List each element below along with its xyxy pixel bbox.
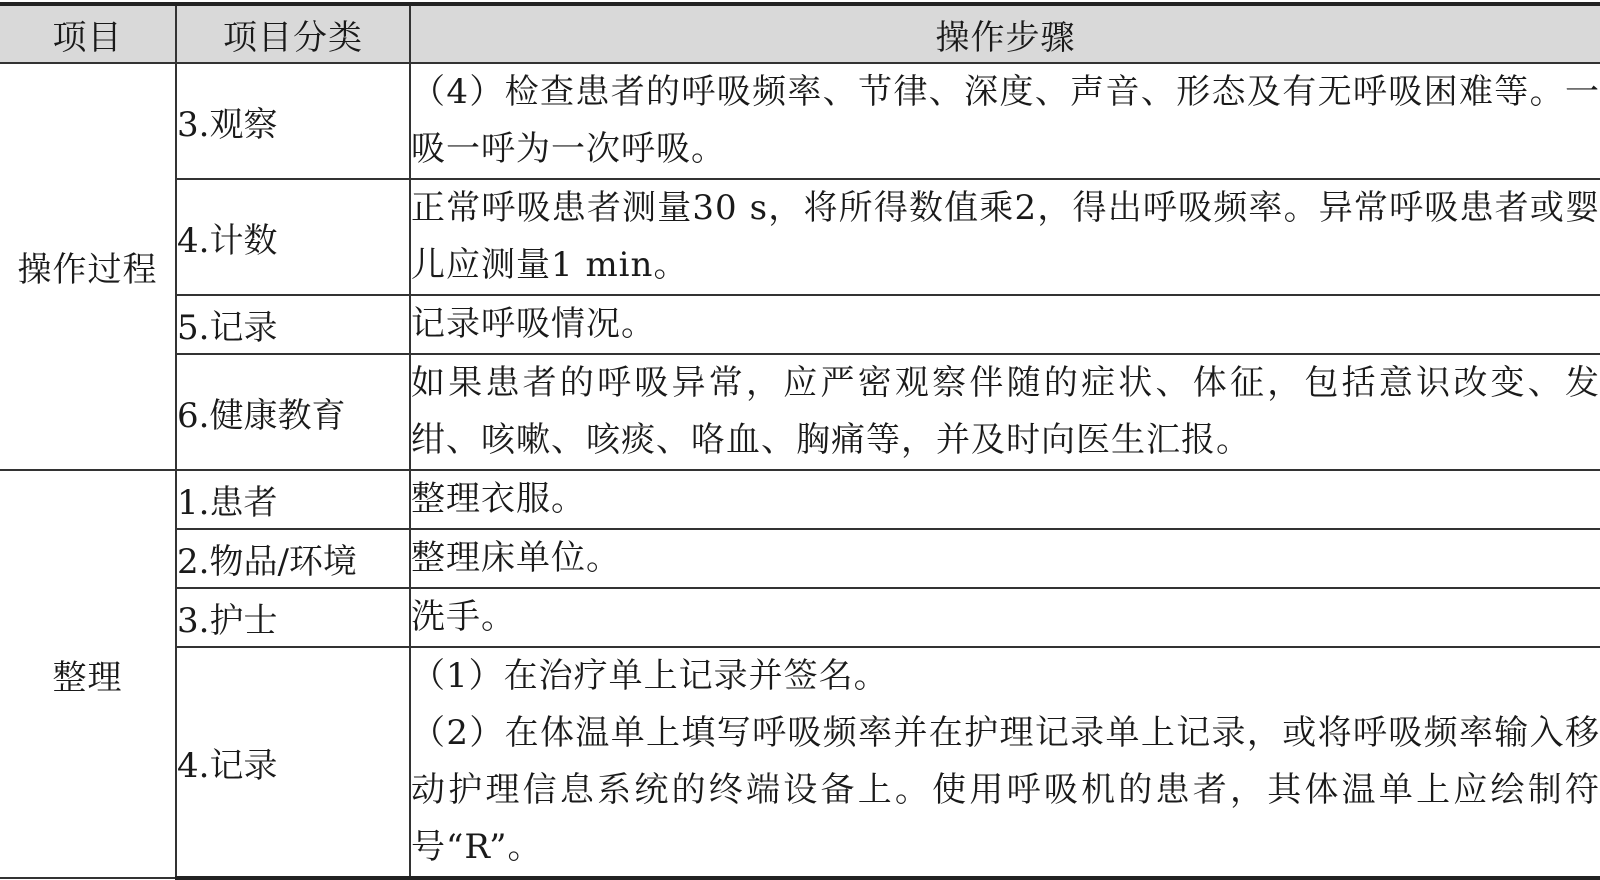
category-cell: 3.观察 (176, 63, 410, 179)
step-cell (410, 295, 1600, 354)
step-cell (410, 63, 1600, 179)
category-cell: 3.护士 (176, 588, 410, 647)
step-text: 整理衣服。 (411, 479, 586, 519)
step-text: （1）在治疗单上记录并签名。 (411, 656, 889, 696)
step-text: 如果患者的呼吸异常，应严密观察伴随的症状、体征，包括意识改变、发绀、咳嗽、咳痰、咯血、胸痛等，并及时向医生汇报。 (411, 363, 1600, 460)
table-header (0, 4, 1600, 63)
table-row (0, 647, 1600, 878)
step-text: 记录呼吸情况。 (411, 304, 656, 344)
group-cell: 操作过程 (0, 63, 176, 470)
table-row (0, 295, 1600, 354)
step-cell (410, 354, 1600, 470)
step-text: （2）在体温单上填写呼吸频率并在护理记录单上记录，或将呼吸频率输入移动护理信息系统的终端设备上。使用呼吸机的患者，其体温单上应绘制符号“R”。 (411, 713, 1600, 867)
procedure-table (0, 2, 1600, 880)
category-cell: 4.记录 (176, 647, 410, 878)
step-cell (410, 588, 1600, 647)
table-row (0, 179, 1600, 295)
step-cell (410, 647, 1600, 878)
category-cell: 6.健康教育 (176, 354, 410, 470)
table-row (0, 470, 1600, 529)
step-text: 正常呼吸患者测量30 s，将所得数值乘2，得出呼吸频率。异常呼吸患者或婴儿应测量1 min。 (411, 188, 1600, 285)
category-cell: 5.记录 (176, 295, 410, 354)
table-body (0, 63, 1600, 878)
group-cell: 整理 (0, 470, 176, 878)
header-item: 项目 (0, 4, 176, 63)
header-steps: 操作步骤 (410, 4, 1600, 63)
step-cell (410, 179, 1600, 295)
table-row (0, 529, 1600, 588)
step-cell (410, 529, 1600, 588)
table-row (0, 63, 1600, 179)
table-row (0, 354, 1600, 470)
step-text: （4）检查患者的呼吸频率、节律、深度、声音、形态及有无呼吸困难等。一吸一呼为一次呼吸。 (411, 72, 1600, 169)
step-cell (410, 470, 1600, 529)
category-cell: 1.患者 (176, 470, 410, 529)
table-row (0, 588, 1600, 647)
category-cell: 4.计数 (176, 179, 410, 295)
step-text: 整理床单位。 (411, 538, 621, 578)
category-cell: 2.物品/环境 (176, 529, 410, 588)
step-text: 洗手。 (411, 597, 516, 637)
header-category: 项目分类 (176, 4, 410, 63)
